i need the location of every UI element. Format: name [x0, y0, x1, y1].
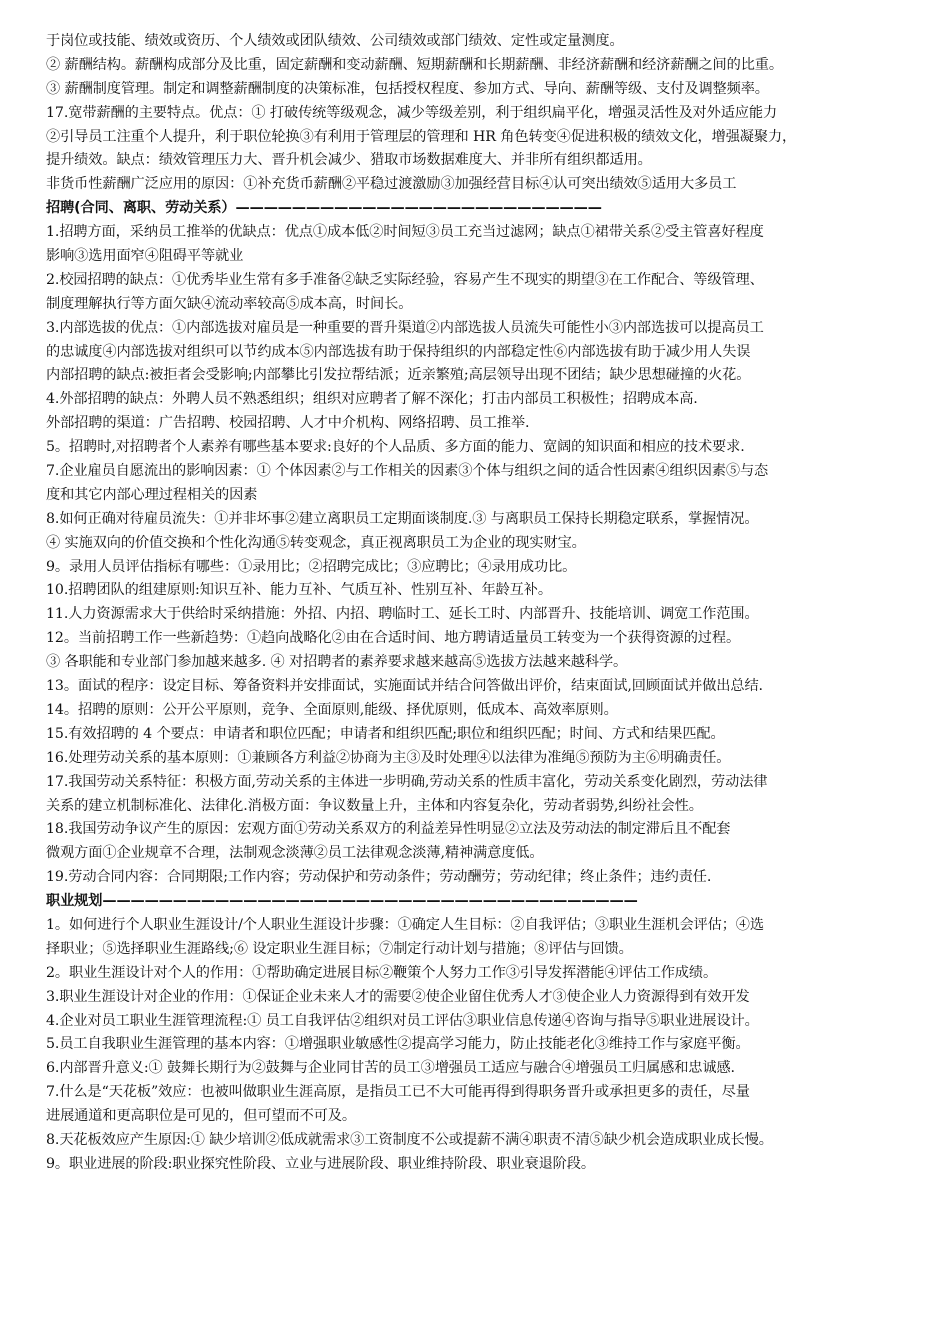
- text-line: ④ 实施双向的价值交换和个性化沟通⑤转变观念，真正视离职员工为企业的现实财宝。: [46, 534, 586, 551]
- text-line: 4.外部招聘的缺点：外聘人员不熟悉组织；组织对应聘者了解不深化；打击内部员工积极性；招聘成本高.: [46, 391, 698, 408]
- text-line: 18.我国劳动争议产生的原因：宏观方面①劳动关系双方的利益差异性明显②立法及劳动法的制定滞后且不配套: [46, 821, 731, 838]
- text-line: 12。当前招聘工作一些新趋势：①趋向战略化②由在合适时间、地方聘请适量员工转变为一个获得资源的过程。: [46, 630, 741, 647]
- text-line: 5.员工自我职业生涯管理的基本内容：①增强职业敏感性②提高学习能力，防止技能老化③维持工作与家庭平衡。: [46, 1036, 750, 1053]
- text-line: 9。录用人员评估指标有哪些：①录用比；②招聘完成比；③应聘比；④录用成功比。: [46, 558, 577, 575]
- text-line: 于岗位或技能、绩效或资历、个人绩效或团队绩效、公司绩效或部门绩效、定性或定量测度。: [46, 33, 624, 49]
- text-line: 13。面试的程序：设定目标、筹备资料并安排面试，实施面试并结合问答做出评价，结束面试,回顾面试并做出总结.: [46, 678, 763, 695]
- section-heading: 招聘(合同、离职、劳动关系）——————————————————————————: [46, 200, 602, 217]
- text-line: 1.招聘方面，采纳员工推举的优缺点：优点①成本低②时间短③员工充当过滤网；缺点①裙带关系②受主管喜好程度: [46, 224, 764, 241]
- text-line: 3.职业生涯设计对企业的作用：①保证企业未来人才的需要②使企业留住优秀人才③使企业人力资源得到有效开发: [46, 988, 750, 1005]
- section-heading: 职业规划——————————————————————————————————————: [46, 893, 638, 910]
- text-line: 2。职业生涯设计对个人的作用：①帮助确定进展目标②鞭策个人努力工作③引导发挥潜能④评估工作成绩。: [46, 964, 718, 981]
- text-line: ②引导员工注重个人提升，利于职位轮换③有利用于管理层的管理和 HR 角色转变④促进积极的绩效文化，增强凝聚力，: [46, 128, 797, 145]
- text-line: 外部招聘的渠道：广告招聘、校园招聘、人才中介机构、网络招聘、员工推举.: [46, 415, 530, 432]
- text-line: 14。招聘的原则：公开公平原则，竞争、全面原则,能级、择优原则，低成本、高效率原则。: [46, 701, 618, 718]
- text-line: 内部招聘的缺点:被拒者会受影响;内部攀比引发拉帮结派；近亲繁殖;高层领导出现不团结；缺少思想碰撞的火花。: [46, 367, 751, 384]
- text-line: 11.人力资源需求大于供给时采纳措施：外招、内招、聘临时工、延长工时、内部晋升、技能培训、调宽工作范围。: [46, 606, 759, 623]
- text-line: 16.处理劳动关系的基本原则：①兼顾各方利益②协商为主③及时处理④以法律为准绳⑤预防为主⑥明确责任。: [46, 749, 731, 766]
- text-line: 非货币性薪酬广泛应用的原因：①补充货币薪酬②平稳过渡激励③加强经营目标④认可突出绩效⑤适用大多员工: [46, 176, 737, 193]
- text-line: 10.招聘团队的组建原则:知识互补、能力互补、气质互补、性别互补、年龄互补。: [46, 582, 552, 599]
- text-line: 3.内部选拔的优点：①内部选拔对雇员是一种重要的晋升渠道②内部选拔人员流失可能性小③内部选拔可以提高员工: [46, 319, 764, 336]
- text-line: 择职业；⑤选择职业生涯路线;⑥ 设定职业生涯目标；⑦制定行动计划与措施；⑧评估与回馈。: [46, 940, 633, 957]
- text-line: 6.内部晋升意义:① 鼓舞长期行为②鼓舞与企业同甘苦的员工③增强员工适应与融合④增强员工归属感和忠诚感.: [46, 1060, 735, 1077]
- text-line: ② 薪酬结构。薪酬构成部分及比重，固定薪酬和变动薪酬、短期薪酬和长期薪酬、非经济薪酬和经济薪酬之间的比重。: [46, 56, 783, 73]
- text-line: 进展通道和更高职位是可见的，但可望而不可及。: [46, 1108, 356, 1125]
- text-line: 15.有效招聘的 4 个要点：申请者和职位匹配；申请者和组织匹配;职位和组织匹配；时间、方式和结果匹配。: [46, 725, 725, 742]
- text-line: 提升绩效。缺点：绩效管理压力大、晋升机会减少、猎取市场数据难度大、并非所有组织都适用。: [46, 152, 652, 169]
- text-line: 8.如何正确对待雇员流失：①并非坏事②建立离职员工定期面谈制度.③ 与离职员工保持长期稳定联系，掌握情况。: [46, 510, 759, 527]
- text-line: 制度理解执行等方面欠缺④流动率较高⑤成本高，时间长。: [46, 295, 413, 312]
- text-line: 19.劳动合同内容：合同期限;工作内容；劳动保护和劳动条件；劳动酬劳；劳动纪律；终止条件；违约责任.: [46, 869, 712, 886]
- text-line: 影响③选用面窄④阻碍平等就业: [46, 248, 244, 265]
- text-line: 17.我国劳动关系特征：积极方面,劳动关系的主体进一步明确,劳动关系的性质丰富化，劳动关系变化剧烈，劳动法律: [46, 773, 768, 790]
- text-line: 17.宽带薪酬的主要特点。优点：① 打破传统等级观念，减少等级差别，利于组织扁平化，增强灵活性及对外适应能力: [46, 104, 778, 121]
- text-line: 1。如何进行个人职业生涯设计/个人职业生涯设计步骤：①确定人生目标：②自我评估；③职业生涯机会评估；④选: [46, 916, 764, 933]
- text-line: 关系的建立机制标准化、法律化.消极方面：争议数量上升，主体和内容复杂化，劳动者弱势,纠纷社会性。: [46, 797, 703, 814]
- text-line: ③ 各职能和专业部门参加越来越多. ④ 对招聘者的素养要求越来越高⑤选拔方法越来越科学。: [46, 654, 628, 671]
- text-line: 5。招聘时,对招聘者个人素养有哪些基本要求:良好的个人品质、多方面的能力、宽阔的知识面和相应的技术要求.: [46, 439, 745, 456]
- text-line: 9。职业进展的阶段:职业探究性阶段、立业与进展阶段、职业维持阶段、职业衰退阶段。: [46, 1155, 595, 1172]
- text-line: 7.什么是“天花板”效应：也被叫做职业生涯高原，是指员工已不大可能再得到得职务晋升或承担更多的责任，尽量: [46, 1084, 750, 1101]
- text-line: 4.企业对员工职业生涯管理流程:① 员工自我评估②组织对员工评估③职业信息传递④咨询与指导⑤职业进展设计。: [46, 1012, 759, 1029]
- text-line: 7.企业雇员自愿流出的影响因素：① 个体因素②与工作相关的因素③个体与组织之间的适合性因素④组织因素⑤与态: [46, 463, 769, 480]
- text-line: 微观方面①企业规章不合理，法制观念淡薄②员工法律观念淡薄,精神满意度低。: [46, 845, 544, 862]
- document-body: [46, 30, 910, 1177]
- text-line: 2.校园招聘的缺点：①优秀毕业生常有多手准备②缺乏实际经验，容易产生不现实的期望③在工作配合、等级管理、: [46, 271, 764, 288]
- text-line: ③ 薪酬制度管理。制定和调整薪酬制度的决策标准，包括授权程度、参加方式、导向、薪酬等级、支付及调整频率。: [46, 80, 769, 97]
- text-line: 度和其它内部心理过程相关的因素: [46, 486, 258, 503]
- text-line: 的忠诚度④内部选拔对组织可以节约成本⑤内部选拔有助于保持组织的内部稳定性⑥内部选拔有助于减少用人失误: [46, 343, 751, 360]
- text-line: 8.天花板效应产生原因:① 缺少培训②低成就需求③工资制度不公或提薪不满④职责不清⑤缺少机会造成职业成长慢。: [46, 1131, 773, 1148]
